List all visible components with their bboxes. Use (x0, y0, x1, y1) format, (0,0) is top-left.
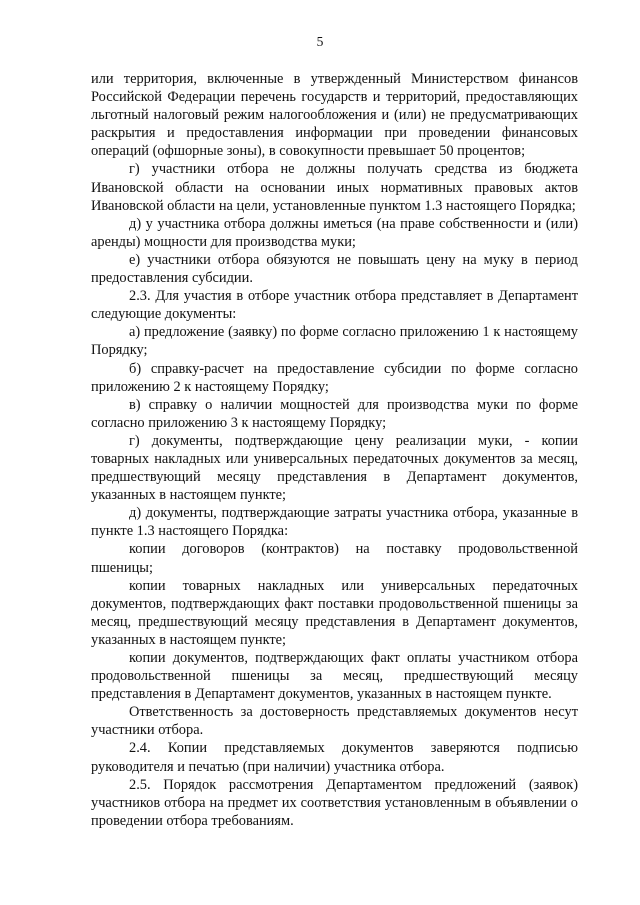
paragraph-contracts-copies: копии договоров (контрактов) на поставку продовольственной пшеницы; (91, 541, 578, 576)
paragraph-delivery-copies: копии товарных накладных или универсальных передаточных документов, подтверждающих факт поставки продовольственной пшеницы за месяц, предшествующий месяцу представления в Департамент документов, указанных в настоящем пункте; (91, 577, 578, 648)
paragraph-item-g-budget: г) участники отбора не должны получать средства из бюджета Ивановской области на основании иных нормативных правовых актов Ивановской области на цели, установленные пунктом 1.3 настоящего Порядка; (91, 161, 578, 214)
paragraph-section-2-4: 2.4. Копии представляемых документов заверяются подписью руководителя и печатью (при наличии) участника отбора. (91, 740, 578, 775)
paragraph-item-d-cost-documents: д) документы, подтверждающие затраты участника отбора, указанные в пункте 1.3 настоящего Порядка: (91, 505, 578, 540)
paragraph-payment-copies: копии документов, подтверждающих факт оплаты участником отбора продовольственной пшеницы за месяц, предшествующий месяцу представления в Департамент документов, указанных в настоящем пункте. (91, 650, 578, 703)
paragraph-section-2-3: 2.3. Для участия в отборе участник отбора представляет в Департамент следующие документы: (91, 288, 578, 323)
paragraph-section-2-5: 2.5. Порядок рассмотрения Департаментом предложений (заявок) участников отбора на предмет их соответствия установленным в объявлении о проведении отбора требованиям. (91, 776, 578, 829)
paragraph-offshore-criteria: или территория, включенные в утвержденный Министерством финансов Российской Федерации перечень государств и территорий, предоставляющих льготный налоговый режим налогообложения и (или) не предусматривающих раскрытия и предоставления информации при проведении финансовых операций (офшорные зоны), в совокупности превышает 50 процентов; (91, 71, 578, 160)
paragraph-item-e-price: е) участники отбора обязуются не повышать цену на муку в период предоставления субсидии. (91, 251, 578, 287)
document-body (91, 70, 578, 830)
paragraph-responsibility: Ответственность за достоверность представляемых документов несут участники отбора. (91, 704, 578, 739)
paragraph-item-d-capacity: д) у участника отбора должны иметься (на праве собственности и (или) аренды) мощности для производства муки; (91, 215, 578, 250)
page-number: 5 (316, 34, 324, 49)
paragraph-item-a-application: а) предложение (заявку) по форме согласно приложению 1 к настоящему Порядку; (91, 324, 578, 359)
paragraph-item-g-price-documents: г) документы, подтверждающие цену реализации муки, - копии товарных накладных или универсальных передаточных документов за месяц, предшествующий месяцу представления в Департамент документов, указанных в настоящем пункте; (91, 432, 578, 504)
paragraph-item-b-calculation: б) справку-расчет на предоставление субсидии по форме согласно приложению 2 к настоящему Порядку; (91, 360, 578, 395)
paragraph-item-v-capacity-certificate: в) справку о наличии мощностей для производства муки по форме согласно приложению 3 к настоящему Порядку; (91, 396, 578, 431)
